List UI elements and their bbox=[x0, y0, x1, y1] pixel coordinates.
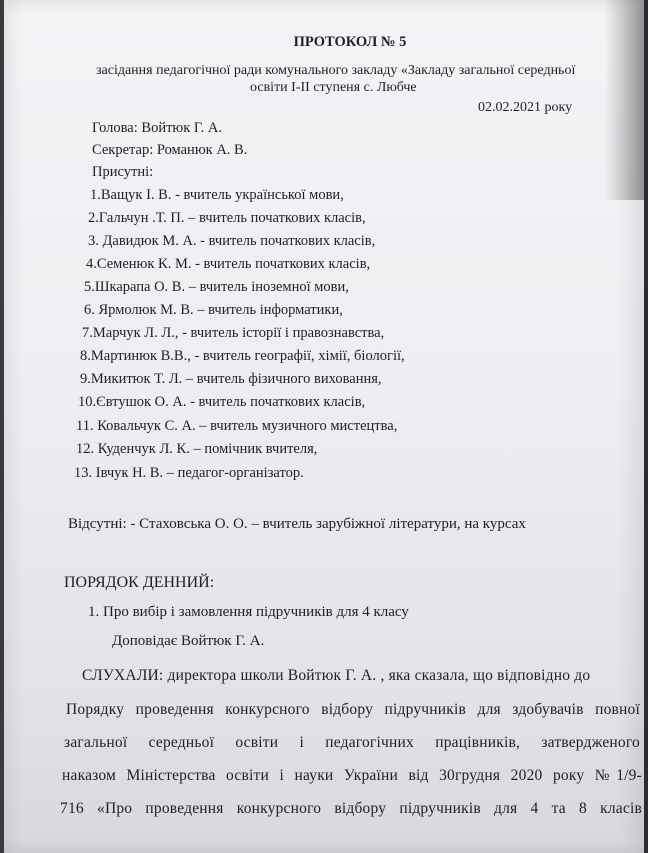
document-date: 02.02.2021 року bbox=[478, 100, 573, 115]
listened-line-3: загальної середньої освіти і педагогічних працівників, затвердженого bbox=[64, 734, 640, 751]
document-title: ПРОТОКОЛ № 5 bbox=[293, 34, 407, 50]
present-item-7: 7.Марчук Л. Л., - вчитель історії і правознавства, bbox=[82, 325, 385, 341]
present-item-3: 3. Давидюк М. А. - вчитель початкових класів, bbox=[88, 233, 376, 249]
present-item-1: 1.Ващук І. В. - вчитель української мови, bbox=[90, 187, 344, 203]
present-item-6: 6. Ярмолюк М. В. – вчитель інформатики, bbox=[84, 302, 343, 318]
listened-line-5: 716 «Про проведення конкурсного відбору підручників для 4 та 8 класів bbox=[60, 800, 642, 817]
present-item-9: 9.Микитюк Т. Л. – вчитель фізичного виховання, bbox=[80, 371, 382, 387]
present-label: Присутні: bbox=[92, 164, 154, 180]
present-item-8: 8.Мартинюк В.В., - вчитель географії, хімії, біології, bbox=[80, 348, 405, 364]
chair-line: Голова: Войтюк Г. А. bbox=[92, 120, 223, 136]
agenda-title: ПОРЯДОК ДЕННИЙ: bbox=[64, 574, 215, 591]
secretary-line: Секретар: Романюк А. В. bbox=[92, 142, 248, 158]
present-item-5: 5.Шкарапа О. В. – вчитель іноземної мови, bbox=[84, 279, 349, 295]
present-item-4: 4.Семенюк К. М. - вчитель початкових класів, bbox=[86, 256, 371, 272]
present-item-13: 13. Івчук Н. В. – педагог-організатор. bbox=[74, 465, 304, 481]
document-page bbox=[4, 0, 644, 853]
agenda-item-1: 1. Про вибір і замовлення підручників для 4 класу bbox=[88, 604, 409, 620]
listened-line-2: Порядку проведення конкурсного відбору підручників для здобувачів повної bbox=[66, 701, 640, 718]
listened-line-4: наказом Міністерства освіти і науки України від 30грудня 2020 року №1/9- bbox=[62, 767, 642, 784]
listened-line-1: СЛУХАЛИ: директора школи Войтюк Г. А. , яка сказала, що відповідно до bbox=[82, 667, 591, 684]
present-item-11: 11. Ковальчук С. А. – вчитель музичного мистецтва, bbox=[76, 418, 398, 434]
present-item-12: 12. Куденчук Л. К. – помічник вчителя, bbox=[76, 441, 318, 457]
page-shadow bbox=[604, 0, 644, 200]
present-item-2: 2.Гальчун .Т. П. – вчитель початкових класів, bbox=[88, 210, 366, 226]
document-subtitle-line-2: освіти І-ІІ ступеня с. Любче bbox=[250, 80, 417, 95]
agenda-reporter: Доповідає Войтюк Г. А. bbox=[112, 633, 265, 649]
present-item-10: 10.Євтушок О. А. - вчитель початкових класів, bbox=[78, 394, 366, 410]
absent-line: Відсутні: - Стаховська О. О. – вчитель зарубіжної літератури, на курсах bbox=[68, 516, 526, 532]
document-subtitle-line-1: засідання педагогічної ради комунального закладу «Закладу загальної середньої bbox=[96, 63, 576, 78]
